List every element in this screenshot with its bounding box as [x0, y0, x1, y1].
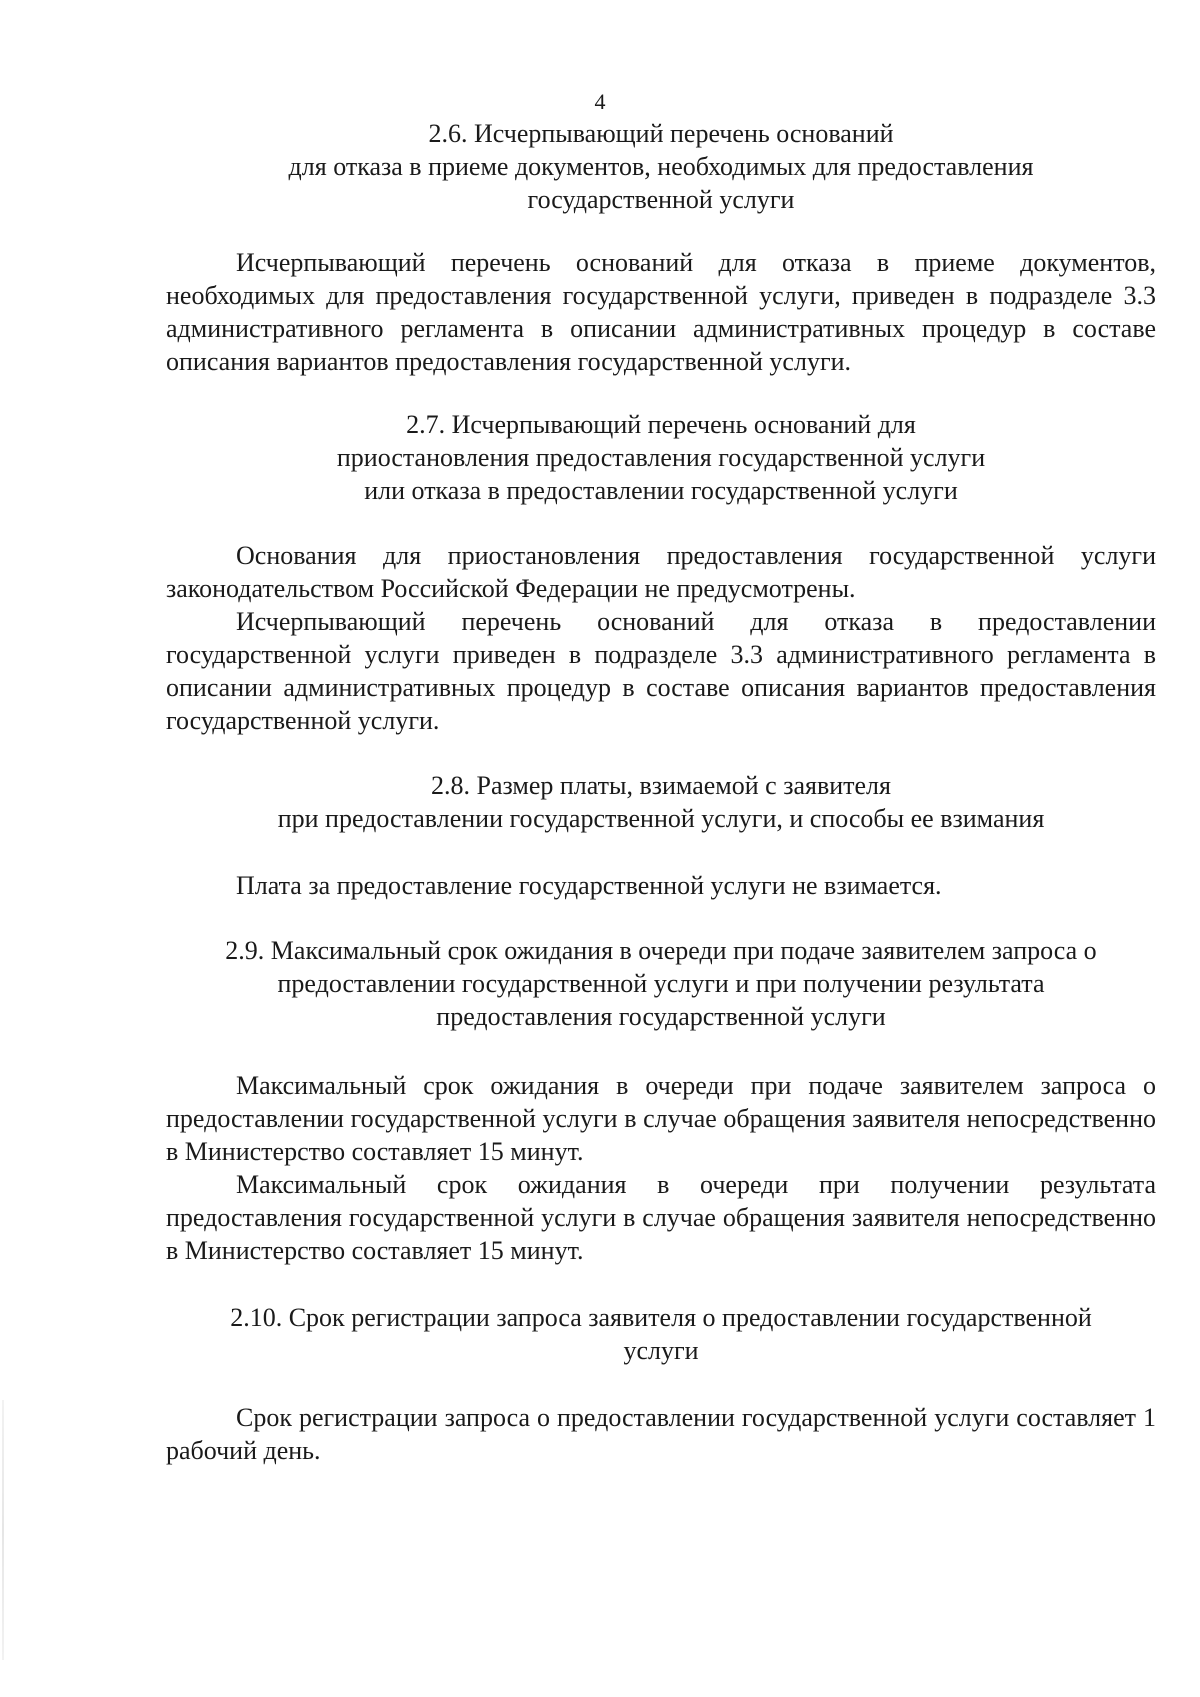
heading-line: предоставления государственной услуги: [436, 1002, 886, 1031]
heading-line: 2.7. Исчерпывающий перечень оснований для: [406, 410, 916, 439]
heading-line: 2.6. Исчерпывающий перечень оснований: [428, 119, 894, 148]
paragraph: Максимальный срок ожидания в очереди при получении результата предоставления государственной услуги в случае обращения заявителя непосредственно в Министерство составляет 15 минут.: [166, 1170, 1156, 1265]
section-heading: [166, 408, 1156, 507]
paragraph: Основания для приостановления предоставления государственной услуги законодательством Российской Федерации не предусмотрены.: [166, 541, 1156, 603]
scan-edge-artifact: [2, 1400, 4, 1660]
section-2-10: [166, 1301, 1156, 1467]
heading-line: 2.10. Срок регистрации запроса заявителя о предоставлении государственной: [230, 1303, 1092, 1332]
heading-line: при предоставлении государственной услуги, и способы ее взимания: [277, 804, 1045, 833]
page-number: 4: [594, 89, 606, 114]
paragraph: Исчерпывающий перечень оснований для отказа в предоставлении государственной услуги приведен в подразделе 3.3 административного регламента в описании административных процедур в составе описания вариантов предоставления государственной услуги.: [166, 607, 1156, 735]
document-body: [166, 117, 1156, 1467]
heading-line: приостановления предоставления государственной услуги: [336, 443, 986, 472]
heading-line: 2.9. Максимальный срок ожидания в очереди при подаче заявителем запроса о: [225, 936, 1097, 965]
section-2-7: [166, 408, 1156, 737]
paragraph: Срок регистрации запроса о предоставлении государственной услуги составляет 1 рабочий день.: [166, 1403, 1156, 1465]
section-heading: [166, 769, 1156, 835]
heading-line: предоставлении государственной услуги и при получении результата: [277, 969, 1045, 998]
section-heading: [166, 934, 1156, 1033]
heading-line: 2.8. Размер платы, взимаемой с заявителя: [430, 771, 891, 800]
paragraph: Исчерпывающий перечень оснований для отказа в приеме документов, необходимых для предоставления государственной услуги, приведен в подразделе 3.3 административного регламента в описании административных процедур в составе описания вариантов предоставления государственной услуги.: [166, 248, 1156, 376]
heading-line: или отказа в предоставлении государственной услуги: [364, 476, 958, 505]
paragraph: Максимальный срок ожидания в очереди при подаче заявителем запроса о предоставлении государственной услуги в случае обращения заявителя непосредственно в Министерство составляет 15 минут.: [166, 1071, 1156, 1166]
section-2-8: [166, 769, 1156, 902]
section-2-9: [166, 934, 1156, 1267]
heading-line: государственной услуги: [527, 185, 795, 214]
section-heading: [166, 117, 1156, 216]
heading-line: услуги: [623, 1336, 699, 1365]
section-heading: [166, 1301, 1156, 1367]
heading-line: для отказа в приеме документов, необходимых для предоставления: [288, 152, 1034, 181]
paragraph: Плата за предоставление государственной услуги не взимается.: [236, 871, 942, 900]
section-2-6: [166, 117, 1156, 378]
